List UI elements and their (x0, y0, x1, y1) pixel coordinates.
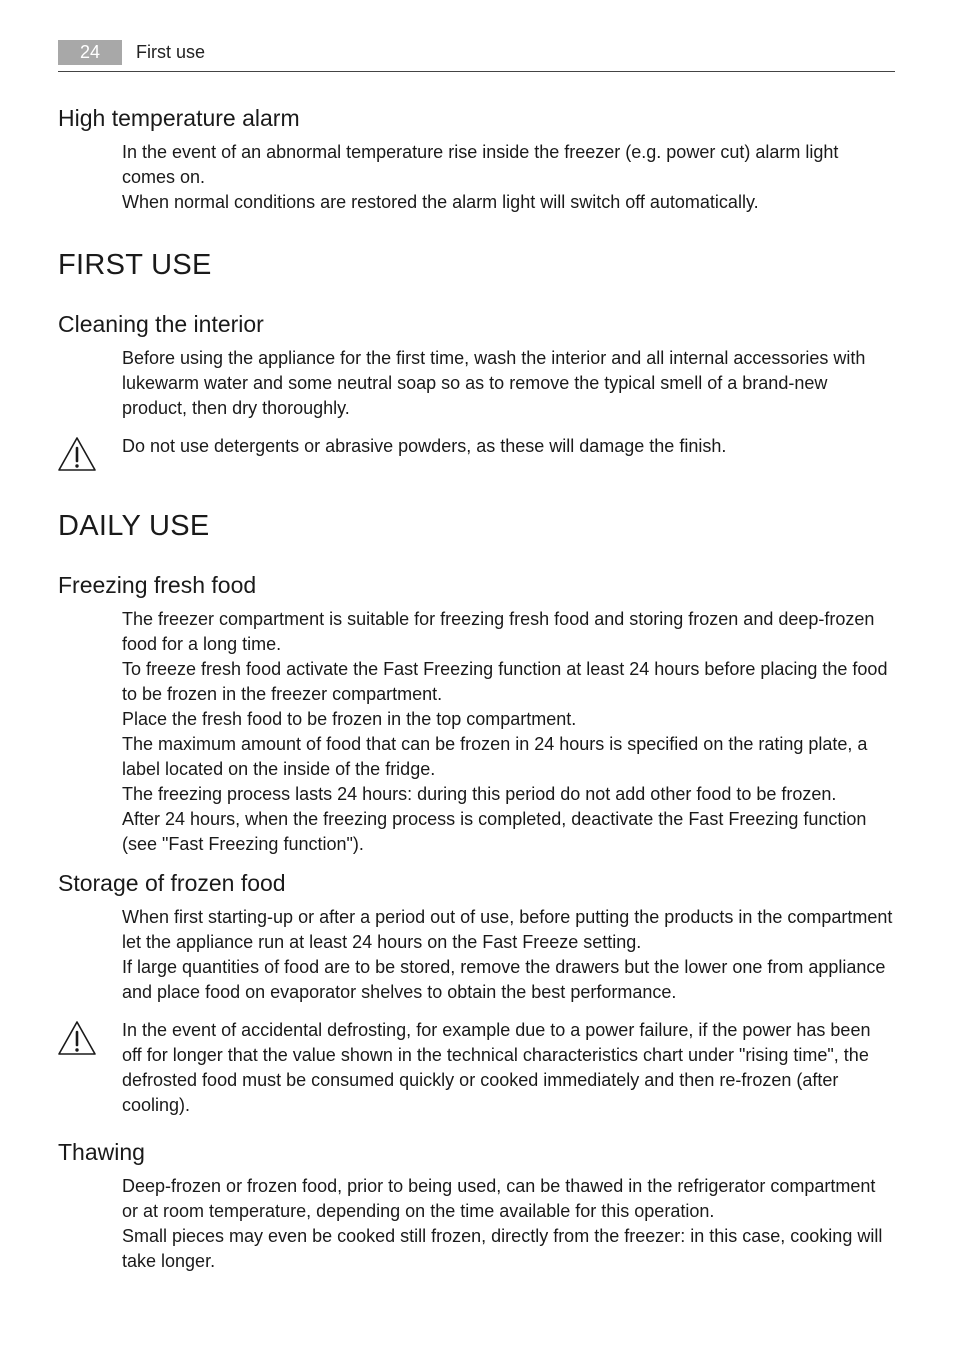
paragraph: Before using the appliance for the first time, wash the interior and all internal accessories with lukewarm water and some neutral soap so as to remove the typical smell of a brand-new product, then dry thoroughly. (122, 348, 866, 418)
paragraph: After 24 hours, when the freezing process is completed, deactivate the Fast Freezing function (see "Fast Freezing function"). (122, 809, 867, 854)
warning-triangle-icon (57, 1020, 97, 1056)
section-title-daily-use: DAILY USE (58, 510, 210, 542)
thawing-text (122, 1174, 894, 1274)
paragraph: To freeze fresh food activate the Fast Freezing function at least 24 hours before placing the food to be frozen in the freezer compartment. (122, 659, 888, 704)
storage-text (122, 905, 894, 1005)
cleaning-text (122, 346, 894, 421)
paragraph: Do not use detergents or abrasive powders, as these will damage the finish. (122, 436, 727, 456)
paragraph: In the event of accidental defrosting, for example due to a power failure, if the power has been off for longer that the value shown in the technical characteristics chart under "rising time", the defrosted food must be consumed quickly or cooked immediately and then re-frozen (after cooling). (122, 1020, 871, 1115)
paragraph: In the event of an abnormal temperature rise inside the freezer (e.g. power cut) alarm light comes on. (122, 142, 839, 187)
paragraph: Small pieces may even be cooked still frozen, directly from the freezer: in this case, cooking will take longer. (122, 1226, 883, 1271)
page-number: 24 (58, 40, 122, 65)
heading-storage-frozen-food: Storage of frozen food (58, 870, 286, 896)
paragraph: When normal conditions are restored the alarm light will switch off automatically. (122, 192, 759, 212)
freezing-text (122, 607, 894, 857)
heading-thawing: Thawing (58, 1139, 145, 1165)
paragraph: Place the fresh food to be frozen in the top compartment. (122, 709, 577, 729)
heading-freezing-fresh-food: Freezing fresh food (58, 572, 257, 598)
heading-high-temperature-alarm: High temperature alarm (58, 105, 300, 131)
paragraph: When first starting-up or after a period out of use, before putting the products in the compartment let the appliance run at least 24 hours on the Fast Freeze setting. (122, 907, 893, 952)
paragraph: The maximum amount of food that can be frozen in 24 hours is specified on the rating plate, a label located on the inside of the fridge. (122, 734, 868, 779)
warning-triangle-icon (57, 436, 97, 472)
paragraph: The freezing process lasts 24 hours: during this period do not add other food to be frozen. (122, 784, 837, 804)
header-title: First use (136, 42, 206, 62)
paragraph: Deep-frozen or frozen food, prior to being used, can be thawed in the refrigerator compartment or at room temperature, depending on the time available for this operation. (122, 1176, 876, 1221)
cleaning-warning-text (122, 434, 894, 459)
paragraph: If large quantities of food are to be stored, remove the drawers but the lower one from appliance and place food on evaporator shelves to obtain the best performance. (122, 957, 886, 1002)
heading-cleaning-interior: Cleaning the interior (58, 311, 264, 337)
storage-warning-text (122, 1018, 894, 1118)
paragraph: The freezer compartment is suitable for freezing fresh food and storing frozen and deep-frozen food for a long time. (122, 609, 875, 654)
section-title-first-use: FIRST USE (58, 249, 212, 281)
high-temp-text (122, 140, 894, 215)
page-header (58, 40, 895, 72)
